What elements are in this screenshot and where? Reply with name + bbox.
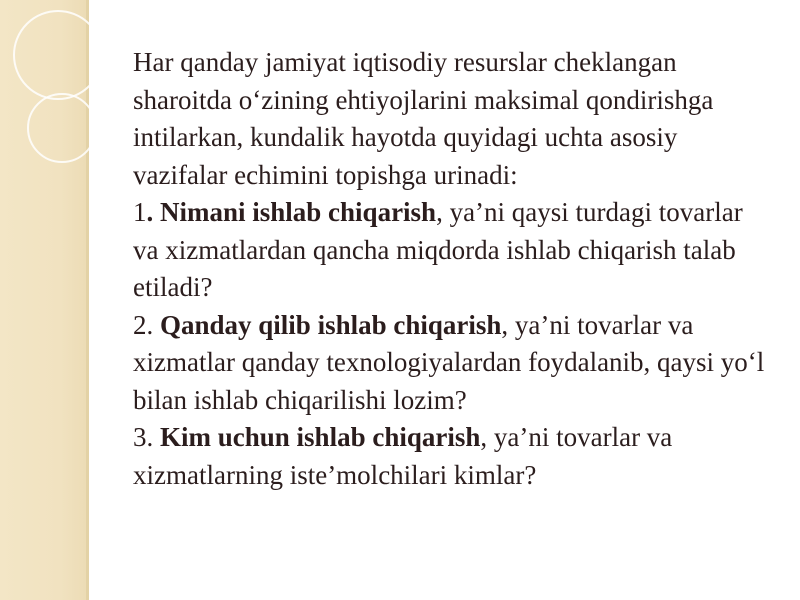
item-title: Kim uchun ishlab chiqarish [160,422,481,452]
item-text: , ya’ni qaysi turdagi tovarlar va xizmatlardan qancha miqdorda ishlab chiqarish talab etiladi? [133,197,743,302]
item-space [153,422,160,452]
item-number: 2. [133,309,154,340]
item-space [153,310,160,340]
intro-paragraph: Har qanday jamiyat iqtisodiy resurslar cheklangan sharoitda o‘zining ehtiyojlarini maksimal qondirishga intilarkan, kundalik hayotda quyidagi uchta asosiy vazifalar echimini topishga urinadi: [133,47,714,190]
item-text: , ya’ni tovarlar va xizmatlarning iste’molchilari kimlar? [133,422,673,490]
item-space [153,197,160,227]
item-title: Nimani ishlab chiqarish [160,197,437,227]
item-dot: . [146,197,154,227]
slide-text [133,44,773,494]
item-text: , ya’ni tovarlar va xizmatlar qanday texnologiyalardan foydalanib, qaysi yo‘l bilan ishlab chiqarilishi lozim? [133,309,765,415]
list-item-2 [133,307,773,420]
item-title: Qanday qilib ishlab chiqarish [160,309,502,340]
decorative-circles [0,0,100,200]
item-number: 1 [133,197,147,227]
item-number: 3. [133,422,154,452]
list-item-1 [133,194,773,307]
list-item-3 [133,419,773,494]
